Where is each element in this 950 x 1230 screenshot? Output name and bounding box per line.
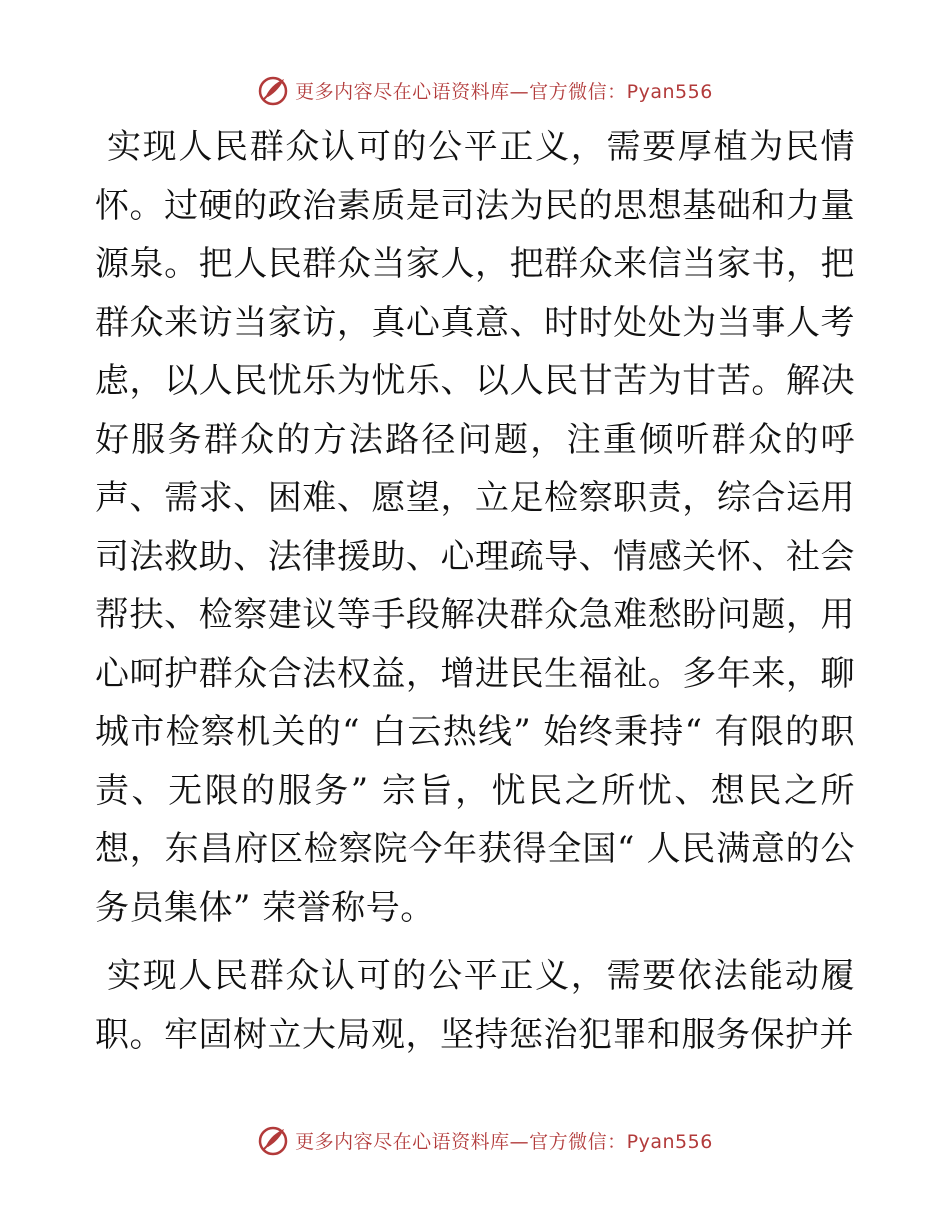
page-header	[0, 70, 950, 110]
document-body	[95, 118, 855, 1064]
paragraph-1: 实现人民群众认可的公平正义，需要厚植为民情怀。过硬的政治素质是司法为民的思想基础和力量源泉。把人民群众当家人，把群众来信当家书，把群众来访当家访，真心真意、时时处处为当事人考虑，以人民忧乐为忧乐、以人民甘苦为甘苦。解决好服务群众的方法路径问题，注重倾听群众的呼声、需求、困难、愿望，立足检察职责，综合运用司法救助、法律援助、心理疏导、情感关怀、社会帮扶、检察建议等手段解决群众急难愁盼问题，用心呵护群众合法权益，增进民生福祉。多年来，聊城市检察机关的“ 白云热线” 始终秉持“ 有限的职责、无限的服务” 宗旨，忧民之所忧、想民之所想，东昌府区检察院今年获得全国“ 人民满意的公务员集体” 荣誉称号。	[95, 127, 855, 928]
paragraph-2: 实现人民群众认可的公平正义，需要依法能动履职。牢固树立大局观，坚持惩治犯罪和服务保护并	[95, 956, 855, 1055]
footer-brand	[257, 1124, 713, 1156]
red-quill-logo-icon	[257, 74, 289, 106]
header-brand	[257, 74, 713, 106]
header-brand-text: 更多内容尽在心语资料库—官方微信：Pyan556	[295, 80, 713, 103]
page-footer	[0, 1120, 950, 1160]
footer-brand-text: 更多内容尽在心语资料库—官方微信：Pyan556	[295, 1130, 713, 1153]
red-quill-logo-icon	[257, 1124, 289, 1156]
